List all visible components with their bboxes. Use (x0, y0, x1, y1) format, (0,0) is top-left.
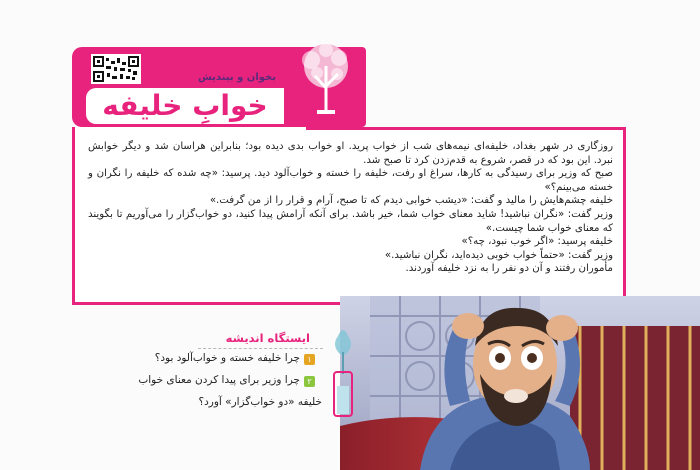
question-item-continued: خلیفه «دو خواب‌گزار» آورد؟ (198, 396, 322, 408)
story-paragraph: صبح که وزیر برای رسیدگی به کارها، سراغ او رفت، خلیفه را خسته و خواب‌آلود دید. پرسید: «چه شده که خلیفه را نگران و خسته می‌بینم؟» (88, 168, 613, 193)
story-paragraph: وزیر گفت: «نگران نباشید! شاید معنای خواب شما، خیر باشد. برای آنکه آرامش پیدا کنید، دو خواب‌گزار را می‌آوریم تا بگویند که معنای خواب شما چیست.» (88, 208, 613, 234)
story-paragraph: وزیر گفت: «حتماً خواب خوبی دیده‌اید، نگران نباشید.» (384, 249, 613, 261)
question-number-badge: ۱ (304, 354, 315, 365)
question-number-badge: ۲ (304, 376, 315, 387)
story-paragraph: خلیفه پرسید: «اگر خوب نبود، چه؟» (461, 236, 613, 248)
caliph-illustration (340, 296, 700, 470)
page-title: خوابِ خلیفه (102, 89, 268, 122)
story-paragraph: خلیفه چشم‌هایش را مالید و گفت: «دیشب خوابی دیدم که تا صبح، آرام و قرار را از من گرفت.» (209, 195, 613, 207)
story-paragraph: روزگاری در شهر بغداد، خلیفه‌ای نیمه‌های شب از خواب پرید. او خواب بدی دیده بود؛ بنابراین هراسان شد و دیگر خوابش نبرد. این بود که در قصر، شروع به قدم‌زدن کرد تا صبح شد. (88, 141, 613, 166)
story-paragraph: مأموران رفتند و آن دو نفر را به نزد خلیفه آوردند. (405, 263, 613, 275)
question-item: چرا وزیر برای پیدا کردن معنای خواب (138, 374, 300, 386)
story-text (88, 140, 613, 300)
vase-icon (328, 326, 358, 418)
thinking-station-heading: ایستگاه اندیشه (225, 331, 310, 345)
section-label: بخوان و بیندیش (198, 72, 276, 83)
qr-code-icon[interactable] (91, 54, 141, 84)
heading-divider (198, 348, 323, 349)
tree-icon (281, 40, 371, 122)
question-item: چرا خلیفه خسته و خواب‌آلود بود؟ (154, 352, 300, 364)
